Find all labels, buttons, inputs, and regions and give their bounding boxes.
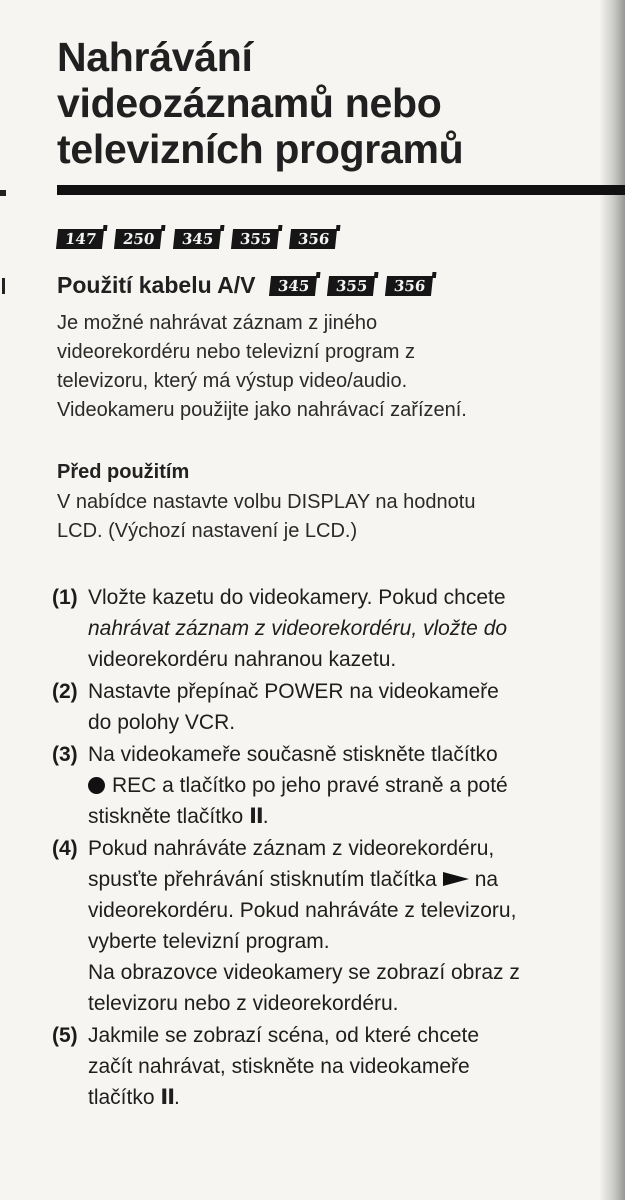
step-line: do polohy VCR. <box>88 711 236 734</box>
model-badge: 355 <box>231 229 279 249</box>
step-line: Na videokameře současně stiskněte tlačítko <box>88 743 498 766</box>
model-badge: 356 <box>289 229 337 249</box>
section-badges <box>270 276 433 296</box>
step-number: (2) <box>52 680 78 703</box>
step-text <box>88 833 520 1019</box>
step-line: Nastavte přepínač POWER na videokameře <box>88 680 499 703</box>
pause-icon: II <box>249 804 263 828</box>
pause-icon: II <box>160 1085 175 1109</box>
title-line: televizních programů <box>57 126 464 172</box>
step-line: nahrávat záznam z videorekordéru, vložte do <box>88 617 508 640</box>
step-3 <box>52 739 622 832</box>
step-line-text: . <box>174 1086 180 1109</box>
step-number: (1) <box>52 586 78 609</box>
title-line: videozáznamů nebo <box>57 80 442 126</box>
rec-dot-icon <box>88 777 105 794</box>
before-use-paragraph <box>57 488 597 546</box>
step-line <box>88 1082 479 1113</box>
title-rule <box>57 185 625 195</box>
model-badge: 147 <box>56 229 104 249</box>
paragraph-line: V nabídce nastavte volbu DISPLAY na hodnotu <box>57 491 476 513</box>
steps-list <box>52 582 622 1114</box>
step-number: (4) <box>52 837 78 860</box>
step-text <box>88 739 508 832</box>
step-line-text: REC a tlačítko po jeho pravé straně a poté <box>112 774 508 797</box>
paragraph-line: LCD. (Výchozí nastavení je LCD.) <box>57 520 358 542</box>
margin-mark <box>0 190 6 196</box>
model-badge: 355 <box>327 276 375 296</box>
step-line-text: spusťte přehrávání stisknutím tlačítka <box>88 868 437 891</box>
page-title <box>57 34 597 172</box>
step-line: vyberte televizní program. <box>88 930 330 953</box>
step-line: začít nahrávat, stiskněte na videokameře <box>88 1055 470 1078</box>
step-text <box>88 582 507 675</box>
step-number: (5) <box>52 1024 78 1047</box>
paragraph-line: videorekordéru nebo televizní program z <box>57 341 415 363</box>
step-line: Na obrazovce videokamery se zobrazí obraz z <box>88 961 520 984</box>
title-line: Nahrávání <box>57 34 253 80</box>
model-badges <box>57 229 337 249</box>
step-text <box>88 676 499 738</box>
step-line-text: tlačítko <box>88 1086 155 1109</box>
step-2 <box>52 676 622 738</box>
section-heading <box>57 272 432 299</box>
model-badge: 345 <box>173 229 221 249</box>
step-line: Vložte kazetu do videokamery. Pokud chcete <box>88 586 506 609</box>
step-line <box>88 770 508 801</box>
step-5 <box>52 1020 622 1113</box>
paragraph-line: Je možné nahrávat záznam z jiného <box>57 312 378 334</box>
model-badge: 345 <box>268 276 316 296</box>
step-4 <box>52 833 622 1019</box>
step-line: videorekordéru. Pokud nahráváte z televizoru, <box>88 899 517 922</box>
step-line: televizoru nebo z videorekordéru. <box>88 992 399 1015</box>
step-line: Jakmile se zobrazí scéna, od které chcete <box>88 1024 480 1047</box>
before-use-heading: Před použitím <box>57 461 190 483</box>
play-icon <box>443 871 469 887</box>
model-badge: 250 <box>114 229 162 249</box>
step-line-text: na <box>474 868 499 891</box>
step-line: Pokud nahráváte záznam z videorekordéru, <box>88 837 495 860</box>
step-line-text: . <box>262 805 269 828</box>
step-text <box>88 1020 479 1113</box>
step-line <box>88 801 508 832</box>
step-number: (3) <box>52 743 78 766</box>
margin-mark <box>2 278 5 294</box>
paragraph-line: Videokameru použijte jako nahrávací zařízení. <box>57 399 467 421</box>
section-heading-text: Použití kabelu A/V <box>57 272 256 298</box>
step-line-text: stiskněte tlačítko <box>88 805 244 828</box>
model-badge: 356 <box>385 276 433 296</box>
step-line: videorekordéru nahranou kazetu. <box>88 648 397 671</box>
step-line <box>88 864 520 895</box>
step-1 <box>52 582 622 675</box>
intro-paragraph <box>57 309 597 425</box>
paragraph-line: televizoru, který má výstup video/audio. <box>57 370 408 392</box>
